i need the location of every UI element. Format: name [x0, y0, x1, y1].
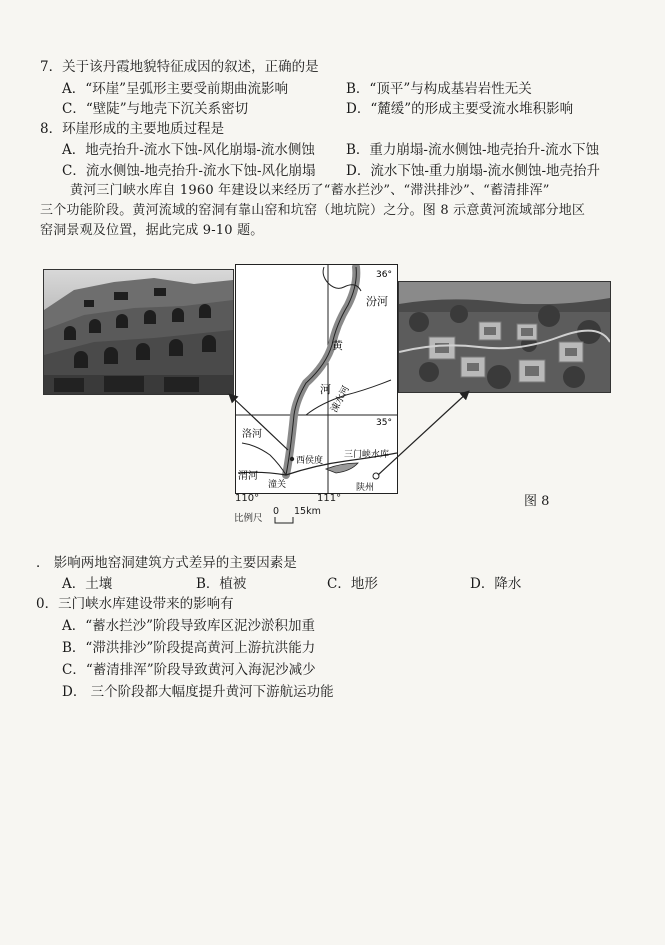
map-label-sanmenxia-reservoir: 三门峡水库 — [344, 450, 390, 460]
q9-option-c: C．地形 — [327, 576, 378, 592]
passage-line-1: 黄河三门峡水库自 1960 年建设以来经历了“蓄水拦沙”、“滞洪排沙”、“蓄清排浑” — [70, 183, 550, 198]
q8-option-d: D．流水下蚀-重力崩塌-流水侧蚀-地壳抬升 — [346, 163, 601, 179]
q7-option-b: B．“顶平”与构成基岩岩性无关 — [346, 81, 532, 97]
q10-option-c: C．“蓄清排浑”阶段导致黄河入海泥沙减少 — [62, 662, 316, 678]
figure-label: 图 8 — [524, 494, 550, 509]
map-label-xihoudu: 西侯度 — [296, 456, 324, 466]
q10-option-d: D． 三个阶段都大幅度提升黄河下游航运功能 — [62, 684, 334, 700]
map-lon-110: 110° — [235, 493, 260, 504]
passage-line-3: 窑洞景观及位置，据此完成 9-10 题。 — [40, 223, 264, 238]
q9-option-b: B．植被 — [196, 576, 247, 592]
map-label-wei-river: 渭河 — [238, 471, 258, 482]
map-lon-111: 111° — [317, 493, 342, 504]
scale-zero: 0 — [273, 506, 280, 517]
map-lat-36: 36° — [376, 270, 392, 280]
map-label-tongguan: 潼关 — [268, 480, 287, 490]
q9-option-d: D．降水 — [470, 576, 522, 592]
scale-label: 比例尺 — [234, 513, 263, 524]
q10-option-a: A．“蓄水拦沙”阶段导致库区泥沙淤积加重 — [62, 618, 316, 634]
scale-15km: 15km — [294, 506, 321, 517]
q9-stem: ． 影响两地窑洞建筑方式差异的主要因素是 — [36, 555, 297, 571]
map-label-shanzhou: 陕州 — [356, 483, 375, 493]
q10-option-b: B．“滞洪排沙”阶段提高黄河上游抗洪能力 — [62, 640, 316, 656]
scale-bar — [274, 516, 294, 524]
q10-stem: 0．三门峡水库建设带来的影响有 — [36, 596, 234, 612]
q7-stem: 7．关于该丹霞地貌特征成因的叙述，正确的是 — [40, 59, 319, 75]
q7-option-a: A．“环崖”呈弧形主要受前期曲流影响 — [62, 81, 289, 97]
q8-option-a: A．地壳抬升-流水下蚀-风化崩塌-流水侧蚀 — [62, 142, 315, 158]
map-lat-35: 35° — [376, 418, 392, 428]
q7-option-d: D．“麓缓”的形成主要受流水堆积影响 — [346, 101, 574, 117]
map-label-huang-1: 黄 — [332, 339, 343, 352]
q8-stem: 8．环崖形成的主要地质过程是 — [40, 121, 225, 137]
q7-option-c: C．“壁陡”与地壳下沉关系密切 — [62, 101, 249, 117]
q8-option-c: C．流水侧蚀-地壳抬升-流水下蚀-风化崩塌 — [62, 163, 316, 179]
q8-option-b: B．重力崩塌-流水侧蚀-地壳抬升-流水下蚀 — [346, 142, 600, 158]
map-label-fen-river: 汾河 — [366, 295, 388, 308]
q9-option-a: A．土壤 — [62, 576, 113, 592]
map-label-su-river: 涑水河 — [328, 384, 353, 415]
map-label-luo-river: 洛河 — [242, 429, 262, 440]
map-label-huang-2: 河 — [320, 383, 331, 396]
passage-line-2: 三个功能阶段。黄河流域的窑洞有靠山窑和坑窑（地坑院）之分。图 8 示意黄河流域部分地区 — [40, 203, 586, 218]
